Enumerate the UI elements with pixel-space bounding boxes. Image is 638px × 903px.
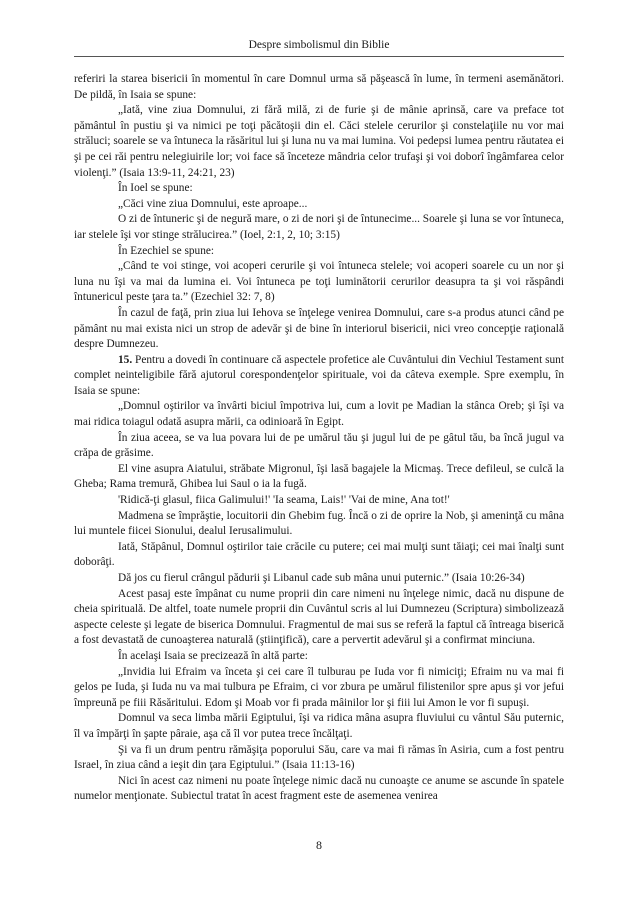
paragraph-text: În Ioel se spune: [118, 182, 193, 195]
paragraph-text: Iată, Stăpânul, Domnul oştirilor taie crăcile cu putere; cei mai mulţi sunt tăiaţi; cei mai înalţi sunt doborâţi. [74, 540, 564, 569]
paragraph-text: În acelaşi Isaia se precizează în altă parte: [118, 649, 308, 662]
paragraph-text: Acest pasaj este împânat cu nume proprii din care nimeni nu înţelege nimic, dacă nu dispune de cheia spirituală. De altfel, toate numele proprii din Cuvântul scris al lui Dumnezeu (Scriptura) simbolizează aspecte celeste şi legate de biserica Domnului. Fragmentul de mai sus se referă la faptul că întreaga biserică a fost devastată de cunoaşterea naturală (ştiinţifică), care a pervertit adevărul şi a confirmat minciuna. [74, 587, 564, 647]
paragraph-text: 'Ridică-ţi glasul, fiica Galimului!' 'Ia seama, Lais!' 'Vai de mine, Ana tot!' [118, 494, 450, 507]
paragraph-text: Pentru a dovedi în continuare că aspectele profetice ale Cuvântului din Vechiul Testament sunt complet neinteligibile fără ajutorul corespondenţelor spirituale, voi da câteva exemple. Spre exemplu, în Isaia se spune: [74, 353, 564, 397]
paragraph [74, 197, 564, 213]
paragraph [74, 306, 564, 353]
paragraph-text: Dă jos cu fierul crângul pădurii şi Libanul cade sub mâna unui puternic.” (Isaia 10:26-34) [118, 572, 525, 584]
paragraph [74, 540, 564, 571]
paragraph-text: În ziua aceea, se va lua povara lui de pe umărul tău şi jugul lui de pe gâtul tău, ba încă jugul va crăpa de grăsime. [74, 431, 564, 460]
paragraph [74, 743, 564, 774]
paragraph [74, 181, 564, 197]
paragraph-text: referiri la starea bisericii în momentul în care Domnul urma să păşească în lume, în termeni asemănători. De pildă, în Isaia se spune: [74, 73, 564, 101]
paragraph [74, 665, 564, 712]
section-number: 15. [118, 353, 133, 366]
paragraph [74, 259, 564, 306]
paragraph [74, 212, 564, 243]
paragraph-text: Nici în acest caz nimeni nu poate înţelege nimic dacă nu cunoaşte ce anume se ascunde în spatele numelor menţionate. Subiectul tratat în acest fragment este de asemenea venirea [74, 774, 564, 803]
page-number: 8 [316, 838, 322, 852]
paragraph-text: Şi va fi un drum pentru rămăşiţa poporului Său, care va mai fi rămas în Asiria, cum a fost pentru Israel, în ziua când a ieşit din ţara Egiptului.” (Isaia 11:13-16) [74, 743, 564, 772]
paragraph [74, 431, 564, 462]
paragraph [74, 509, 564, 540]
paragraph-text: „Căci vine ziua Domnului, este aproape... [118, 197, 308, 210]
paragraph-text: O zi de întuneric şi de negură mare, o zi de nori şi de întunecime... Soarele şi luna se vor întuneca, iar stelele îşi vor stinge strălucirea.” (Ioel, 2:1, 2, 10; 3:15) [74, 213, 564, 241]
running-header [74, 38, 564, 57]
paragraph [74, 244, 564, 260]
paragraph-text: În cazul de faţă, prin ziua lui Iehova se înţelege venirea Domnului, care s-a produs atunci când pe pământ nu mai exista nici un strop de adevăr şi de bine în interiorul bisericii, nici vreo concepţie raţională despre Dumnezeu. [74, 306, 564, 351]
paragraph-text: „Iată, vine ziua Domnului, zi fără milă, zi de furie şi de mânie aprinsă, care va preface tot pământul în pustiu şi va nimici pe toţi păcătoşii din el. Căci stelele cerurilor şi constelaţiile nu vor mai străluci; soarele se va întuneca la răsăritul lui şi luna nu va mai lumina. Voi pedepsi lumea pentru răutatea ei şi pe cei răi pentru nelegiuirile lor; voi face să înceteze mândria celor trufaşi şi voi doborî îngâmfarea celor violenţi.” (Isaia 13:9-11, 24:21, 23) [74, 104, 564, 179]
header-title: Despre simbolismul din Biblie [248, 39, 390, 51]
paragraph-text: „Când te voi stinge, voi acoperi cerurile şi voi întuneca stelele; voi acoperi soarele cu un nor şi luna nu îşi va mai da lumina ei. Voi întuneca pe toţi luminătorii cerurilor deasupra ta şi voi răspândi întunericul peste ţara ta.” (Ezechiel 32: 7, 8) [74, 260, 564, 304]
paragraph-text: „Domnul oştirilor va învârti biciul împotriva lui, cum a lovit pe Madian la stânca Oreb; şi îşi va mai ridica toiagul odată asupra mării, ca odinioară în Egipt. [74, 400, 564, 429]
paragraph [74, 72, 564, 103]
paragraph-text: Domnul va seca limba mării Egiptului, îşi va ridica mâna asupra fluviului cu vântul Său puternic, îl va împărţi în şapte pâraie, aşa că îl vor putea trece încălţaţi. [74, 712, 564, 740]
paragraph [74, 399, 564, 430]
paragraph-text: Madmena se împrăştie, locuitorii din Ghebim fug. Încă o zi de oprire la Nob, şi ameninţă cu mâna lui muntele fiicei Sionului, dealul Ierusalimului. [74, 509, 564, 538]
paragraph [74, 462, 564, 493]
page-body [74, 72, 564, 805]
paragraph [74, 353, 564, 400]
paragraph [74, 571, 564, 587]
paragraph-text: „Invidia lui Efraim va înceta şi cei care îl tulburau pe Iuda vor fi nimiciţi; Efraim nu va mai fi gelos pe Iuda, şi Iuda nu va mai tulbura pe Efraim, ci vor zbura pe umărul filistenilor spre apus şi vor jefui împreună pe fiii Răsăritului. Edom şi Moab vor fi prada mâinilor lor şi fiii lui Amon le vor fi supuşi. [74, 665, 564, 709]
paragraph-text: În Ezechiel se spune: [118, 244, 215, 257]
paragraph-text: El vine asupra Aiatului, străbate Migronul, îşi lasă bagajele la Micmaş. Trece defileul, se culcă la Gheba; Rama tremură, Ghibea lui Saul o ia la fugă. [74, 462, 564, 491]
paragraph [74, 774, 564, 805]
paragraph [74, 649, 564, 665]
paragraph [74, 587, 564, 649]
paragraph [74, 103, 564, 181]
paragraph [74, 493, 564, 509]
paragraph [74, 711, 564, 742]
